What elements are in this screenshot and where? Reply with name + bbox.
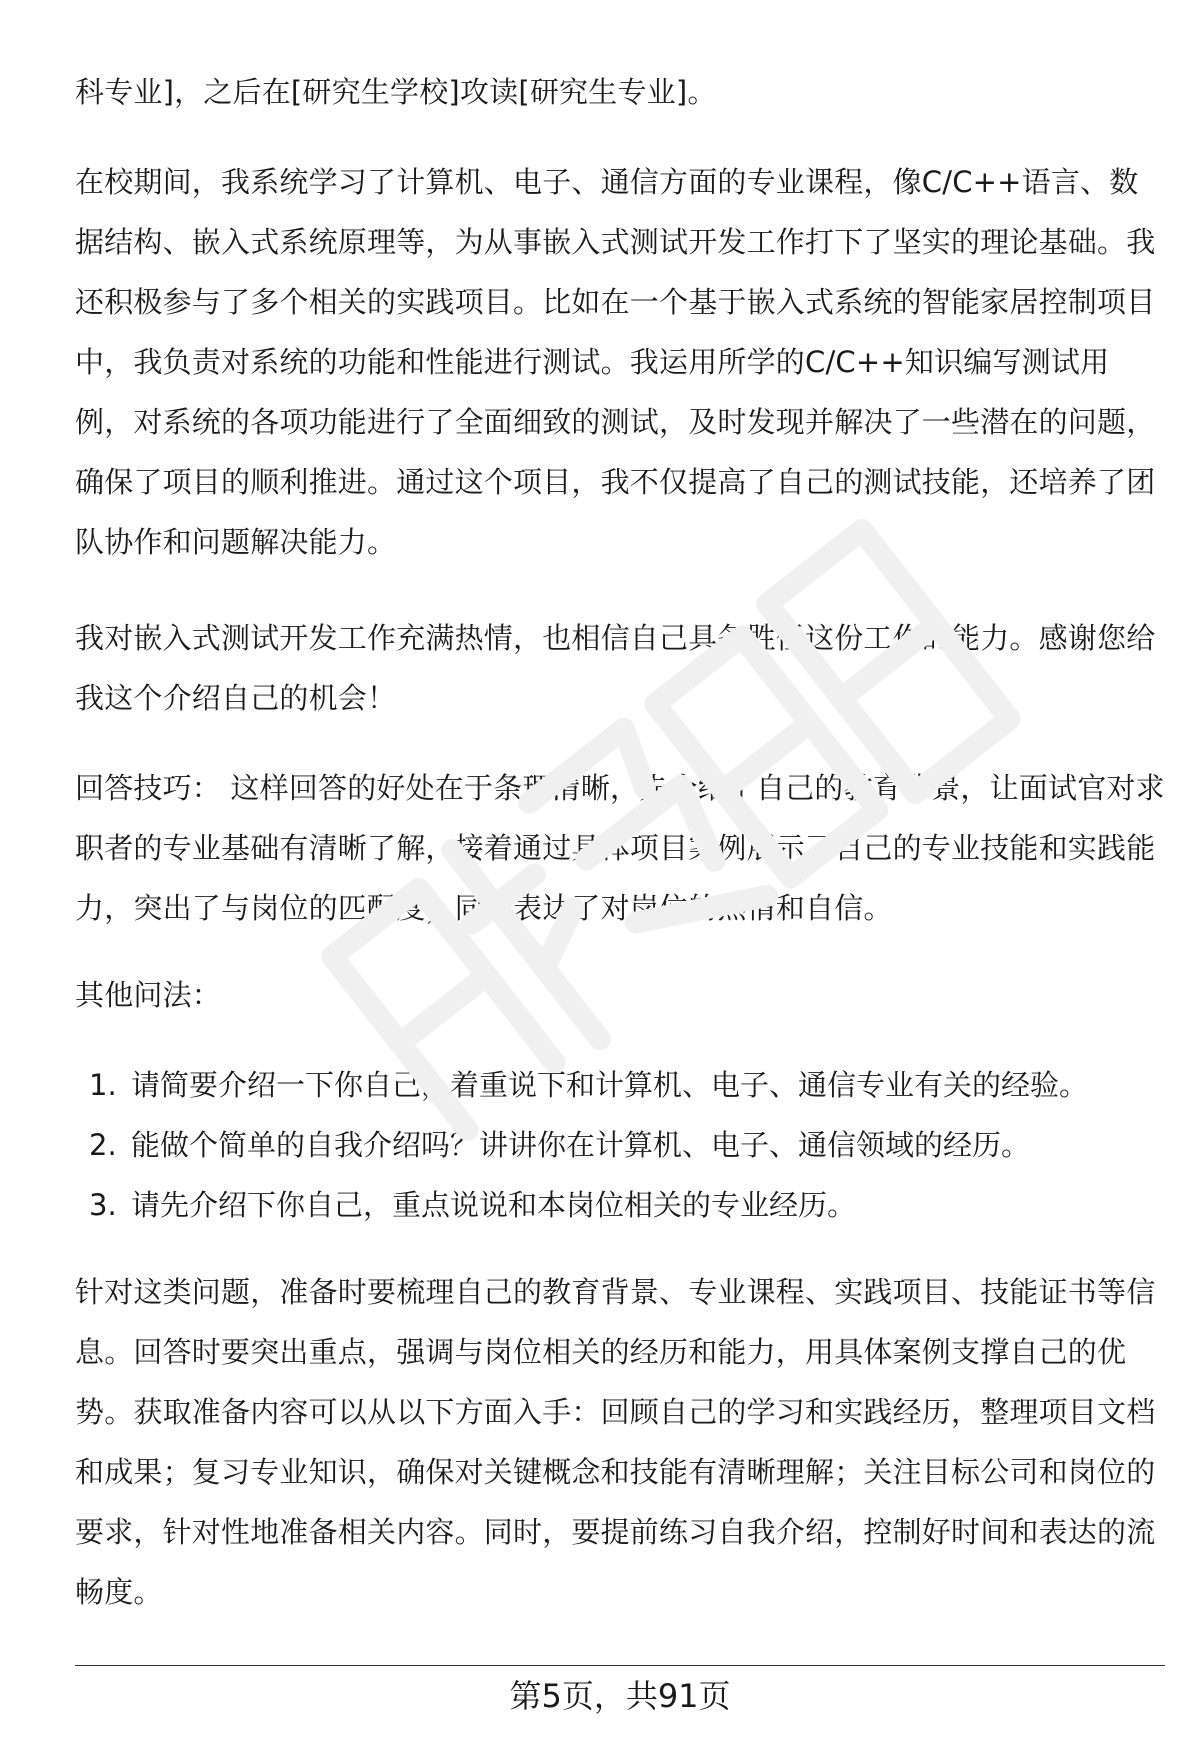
- list-item-text: 请简要介绍一下你自己，着重说下和计算机、电子、通信专业有关的经验。: [131, 1068, 1089, 1102]
- paragraph-education-continued: 科专业]，之后在[研究生学校]攻读[研究生专业]。: [75, 75, 717, 109]
- paragraph-preparation-advice: 针对这类问题，准备时要梳理自己的教育背景、专业课程、实践项目、技能证书等信息。回答时要突出重点，强调与岗位相关的经历和能力，用具体案例支撑自己的优势。获取准备内容可以从以下方面入手：回顾自己的学习和实践经历，整理项目文档和成果；复习专业知识，确保对关键概念和技能有清晰理解；关注目标公司和岗位的要求，针对性地准备相关内容。同时，要提前练习自我介绍，控制好时间和表达的流畅度。: [75, 1275, 1156, 1609]
- footer-divider: [75, 1665, 1165, 1666]
- list-item: [75, 1115, 1165, 1175]
- list-item: [75, 1055, 1165, 1115]
- list-item-number: 2.: [89, 1128, 117, 1162]
- page-number: 第5页，共91页: [509, 1677, 731, 1715]
- list-item: [75, 1175, 1165, 1235]
- alternative-questions-list: [75, 1055, 1165, 1235]
- paragraph-answer-tips: 回答技巧： 这样回答的好处在于条理清晰，先介绍了自己的教育背景，让面试官对求职者的专业基础有清晰了解，接着通过具体项目案例展示了自己的专业技能和实践能力，突出了与岗位的匹配度，同时表达了对岗位的热情和自信。: [75, 771, 1165, 925]
- list-item-text: 能做个简单的自我介绍吗？讲讲你在计算机、电子、通信领域的经历。: [131, 1128, 1031, 1162]
- paragraph-other-questions-heading: 其他问法：: [75, 978, 222, 1012]
- document-page: [75, 0, 1165, 1755]
- paragraph-school-experience: 在校期间，我系统学习了计算机、电子、通信方面的专业课程，像C/C++语言、数据结构、嵌入式系统原理等，为从事嵌入式测试开发工作打下了坚实的理论基础。我还积极参与了多个相关的实践项目。比如在一个基于嵌入式系统的智能家居控制项目中，我负责对系统的功能和性能进行测试。我运用所学的C/C++知识编写测试用例，对系统的各项功能进行了全面细致的测试，及时发现并解决了一些潜在的问题，确保了项目的顺利推进。通过这个项目，我不仅提高了自己的测试技能，还培养了团队协作和问题解决能力。: [75, 165, 1156, 559]
- list-item-text: 请先介绍下你自己，重点说说和本岗位相关的专业经历。: [131, 1188, 857, 1222]
- list-item-number: 3.: [89, 1188, 117, 1222]
- paragraph-closing-statement: 我对嵌入式测试开发工作充满热情，也相信自己具备胜任这份工作的能力。感谢您给我这个介绍自己的机会！: [75, 621, 1156, 715]
- list-item-number: 1.: [89, 1068, 117, 1102]
